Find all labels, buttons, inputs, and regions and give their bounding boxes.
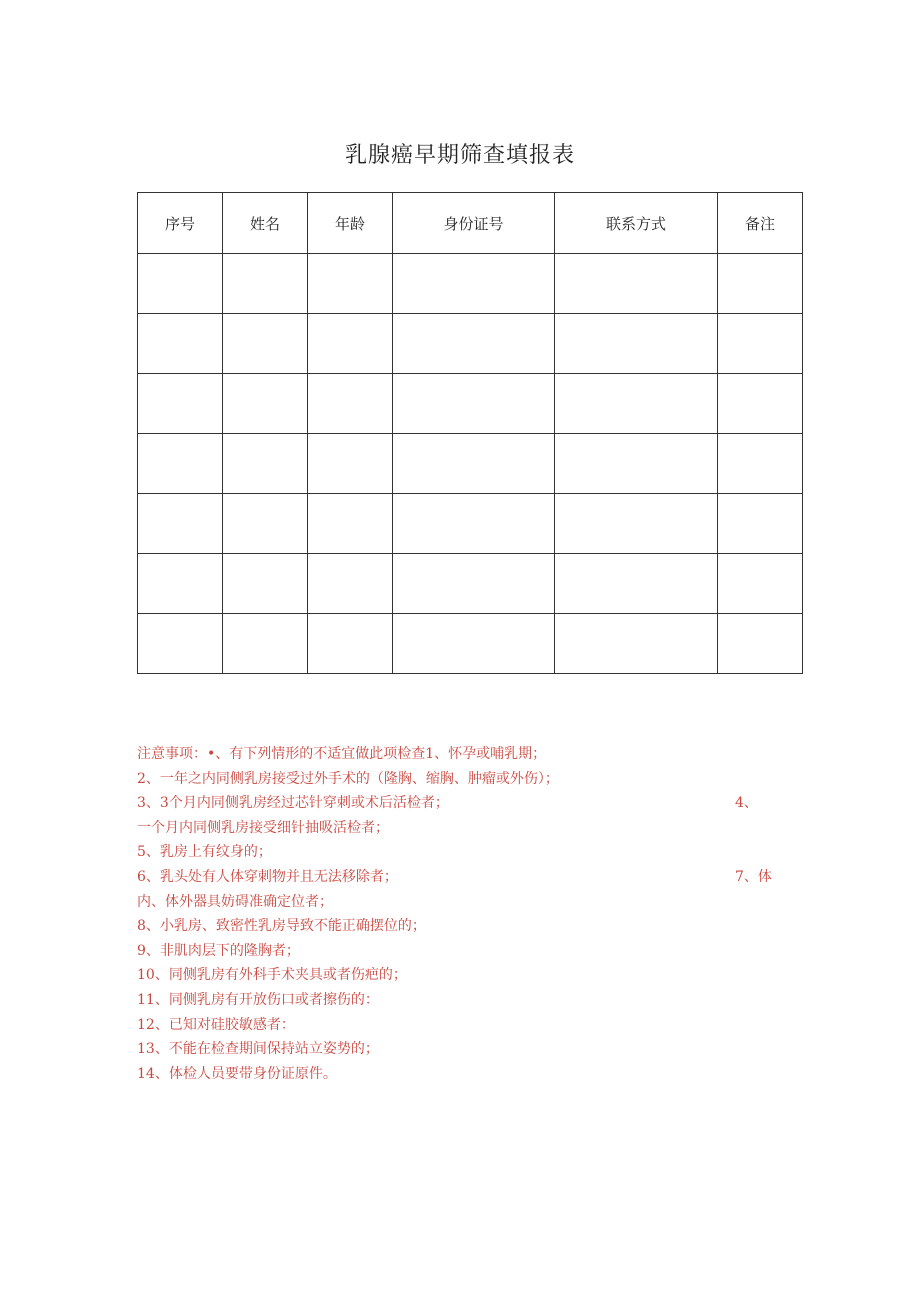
cell-contact[interactable] [555, 254, 718, 314]
cell-id-number[interactable] [393, 254, 555, 314]
cell-contact[interactable] [555, 554, 718, 614]
cell-id-number[interactable] [393, 314, 555, 374]
note-line-14: 14、体检人员要带身份证原件。 [137, 1065, 337, 1082]
cell-contact[interactable] [555, 374, 718, 434]
header-name: 姓名 [223, 193, 308, 254]
cell-serial-number[interactable] [138, 494, 223, 554]
table-row [138, 614, 803, 674]
note-line-2: 2、一年之内同侧乳房接受过外手术的（隆胸、缩胸、肿瘤或外伤）； [137, 770, 559, 787]
cell-remarks[interactable] [718, 614, 803, 674]
cell-id-number[interactable] [393, 434, 555, 494]
cell-serial-number[interactable] [138, 434, 223, 494]
cell-age[interactable] [308, 494, 393, 554]
table-row [138, 374, 803, 434]
cell-serial-number[interactable] [138, 374, 223, 434]
cell-name[interactable] [223, 254, 308, 314]
cell-age[interactable] [308, 554, 393, 614]
note-item-7-start: 7、体 [735, 868, 772, 885]
cell-serial-number[interactable] [138, 254, 223, 314]
cell-contact[interactable] [555, 494, 718, 554]
header-contact: 联系方式 [555, 193, 718, 254]
note-line-11: 11、同侧乳房有开放伤口或者擦伤的： [137, 991, 379, 1008]
note-line-10: 10、同侧乳房有外科手术夹具或者伤疤的； [137, 967, 407, 984]
note-line-7: 内、体外器具妨碍准确定位者； [137, 893, 333, 910]
cell-name[interactable] [223, 494, 308, 554]
page-title: 乳腺癌早期筛查填报表 [344, 143, 575, 168]
table-row [138, 314, 803, 374]
cell-name[interactable] [223, 614, 308, 674]
cell-contact[interactable] [555, 614, 718, 674]
screening-form-table [137, 192, 803, 674]
cell-name[interactable] [223, 434, 308, 494]
table-row [138, 494, 803, 554]
note-item-3: 3、3个月内同侧乳房经过芯针穿刺或术后活检者； [137, 795, 449, 812]
note-line-12: 12、已知对硅胶敏感者： [137, 1016, 295, 1033]
note-line-9: 9、非肌肉层下的隆胸者； [137, 942, 300, 959]
cell-id-number[interactable] [393, 614, 555, 674]
cell-remarks[interactable] [718, 374, 803, 434]
table-row [138, 434, 803, 494]
note-line-5: 5、乳房上有纹身的； [137, 844, 272, 861]
note-line-3 [137, 791, 787, 816]
note-line-13: 13、不能在检查期间保持站立姿势的； [137, 1041, 379, 1058]
header-serial-number: 序号 [138, 193, 223, 254]
note-line-1: 注意事项：•、有下列情形的不适宜做此项检查1、怀孕或哺乳期； [137, 746, 547, 762]
cell-serial-number[interactable] [138, 614, 223, 674]
cell-id-number[interactable] [393, 554, 555, 614]
cell-contact[interactable] [555, 314, 718, 374]
header-age: 年龄 [308, 193, 393, 254]
note-line-8: 8、小乳房、致密性乳房导致不能正确摆位的； [137, 918, 426, 935]
note-item-4-number: 4、 [735, 795, 758, 812]
table-header-row [138, 193, 803, 254]
cell-age[interactable] [308, 374, 393, 434]
cell-serial-number[interactable] [138, 554, 223, 614]
cell-name[interactable] [223, 554, 308, 614]
cell-age[interactable] [308, 254, 393, 314]
cell-remarks[interactable] [718, 554, 803, 614]
cell-serial-number[interactable] [138, 314, 223, 374]
cell-id-number[interactable] [393, 374, 555, 434]
note-line-6 [137, 865, 787, 890]
cell-remarks[interactable] [718, 434, 803, 494]
cell-remarks[interactable] [718, 314, 803, 374]
cell-remarks[interactable] [718, 254, 803, 314]
cell-age[interactable] [308, 614, 393, 674]
cell-remarks[interactable] [718, 494, 803, 554]
cell-contact[interactable] [555, 434, 718, 494]
notes-section [137, 742, 787, 1086]
cell-age[interactable] [308, 314, 393, 374]
cell-id-number[interactable] [393, 494, 555, 554]
header-id-number: 身份证号 [393, 193, 555, 254]
note-line-4: 一个月内同侧乳房接受细针抽吸活检者； [137, 819, 389, 836]
cell-name[interactable] [223, 314, 308, 374]
table-row [138, 254, 803, 314]
table-row [138, 554, 803, 614]
note-item-6: 6、乳头处有人体穿刺物并且无法移除者； [137, 868, 398, 885]
cell-name[interactable] [223, 374, 308, 434]
header-remarks: 备注 [718, 193, 803, 254]
cell-age[interactable] [308, 434, 393, 494]
